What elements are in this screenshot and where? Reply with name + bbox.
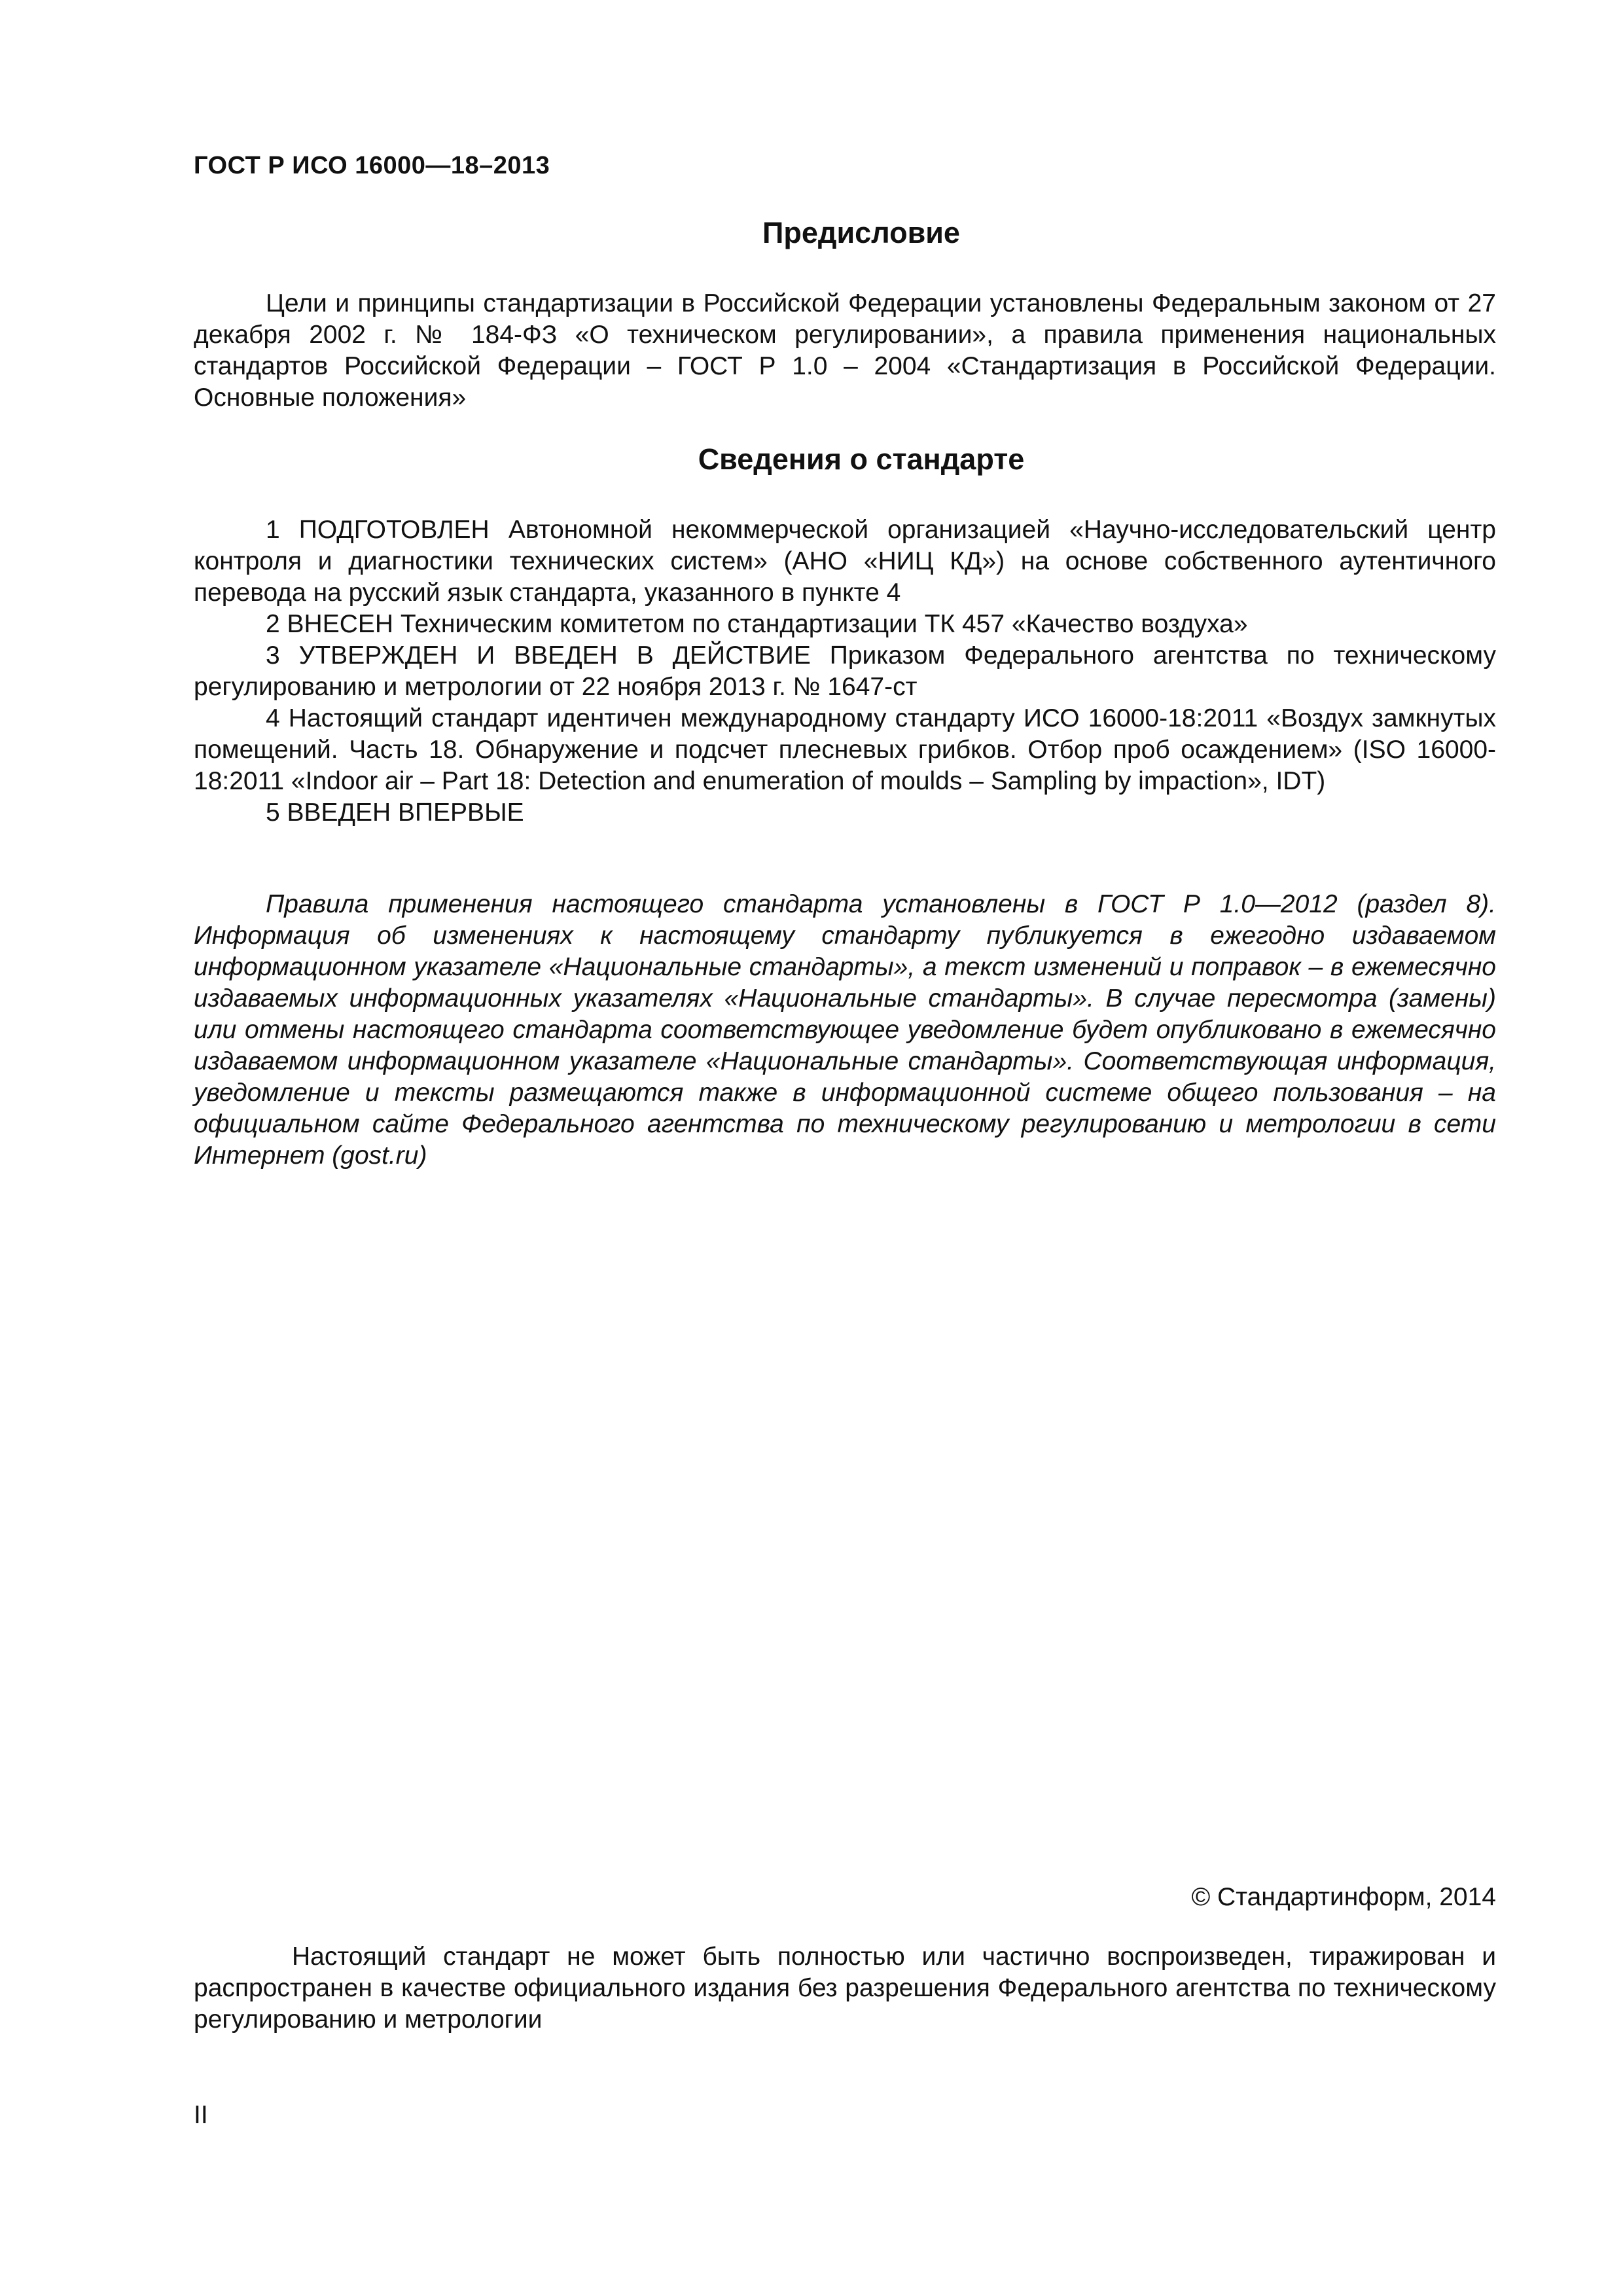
page-number: II <box>194 2101 208 2129</box>
info-item-submitted: 2 ВНЕСЕН Техническим комитетом по стандартизации ТК 457 «Качество воздуха» <box>266 610 1248 638</box>
standard-info-list <box>194 514 1496 829</box>
standard-info-heading: Сведения о стандарте <box>698 442 1025 476</box>
reproduction-notice: Настоящий стандарт не может быть полностью или частично воспроизведен, тиражирован и распространен в качестве официального издания без разрешения Федерального агентства по техническому регулированию и метрологии <box>194 1943 1496 2034</box>
document-page <box>194 0 1496 2296</box>
info-item-identical: 4 Настоящий стандарт идентичен международному стандарту ИСО 16000-18:2011 «Воздух замкнутых помещений. Часть 18. Обнаружение и подсчет плесневых грибков. Отбор проб осаждением» (ISO 16000-18:2011 «Indoor air – Part 18: Detection and enumeration of moulds – Sampling by impaction», IDT) <box>194 704 1496 795</box>
application-rules-note: Правила применения настоящего стандарта установлены в ГОСТ Р 1.0—2012 (раздел 8). Информация об изменениях к настоящему стандарту публикуется в ежегодно издаваемом информационном указателе «Национальные стандарты», а текст изменений и поправок – в ежемесячно издаваемых информационных указателях «Национальные стандарты». В случае пересмотра (замены) или отмены настоящего стандарта соответствующее уведомление будет опубликовано в ежемесячно издаваемом информационном указателе «Национальные стандарты». Соответствующая информация, уведомление и тексты размещаются также в информационной системе общего пользования – на официальном сайте Федерального агентства по техническому регулированию и метрологии в сети Интернет (gost.ru) <box>194 890 1496 1170</box>
copyright-line: © Стандартинформ, 2014 <box>1191 1883 1496 1911</box>
info-item-first-introduced: 5 ВВЕДЕН ВПЕРВЫЕ <box>266 798 524 827</box>
foreword-heading: Предисловие <box>762 216 960 249</box>
foreword-paragraph: Цели и принципы стандартизации в Российской Федерации установлены Федеральным законом от 27 декабря 2002 г. № 184-ФЗ «О техническом регулировании», а правила применения национальных стандартов Российской Федерации – ГОСТ Р 1.0 – 2004 «Стандартизация в Российской Федерации. Основные положения» <box>194 289 1496 412</box>
standard-designation: ГОСТ Р ИСО 16000—18–2013 <box>194 152 550 179</box>
info-item-prepared: 1 ПОДГОТОВЛЕН Автономной некоммерческой организацией «Научно-исследовательский центр контроля и диагностики технических систем» (АНО «НИЦ КД») на основе собственного аутентичного перевода на русский язык стандарта, указанного в пункте 4 <box>194 516 1496 607</box>
info-item-approved: 3 УТВЕРЖДЕН И ВВЕДЕН В ДЕЙСТВИЕ Приказом Федерального агентства по техническому регулированию и метрологии от 22 ноября 2013 г. № 1647-ст <box>194 641 1496 701</box>
